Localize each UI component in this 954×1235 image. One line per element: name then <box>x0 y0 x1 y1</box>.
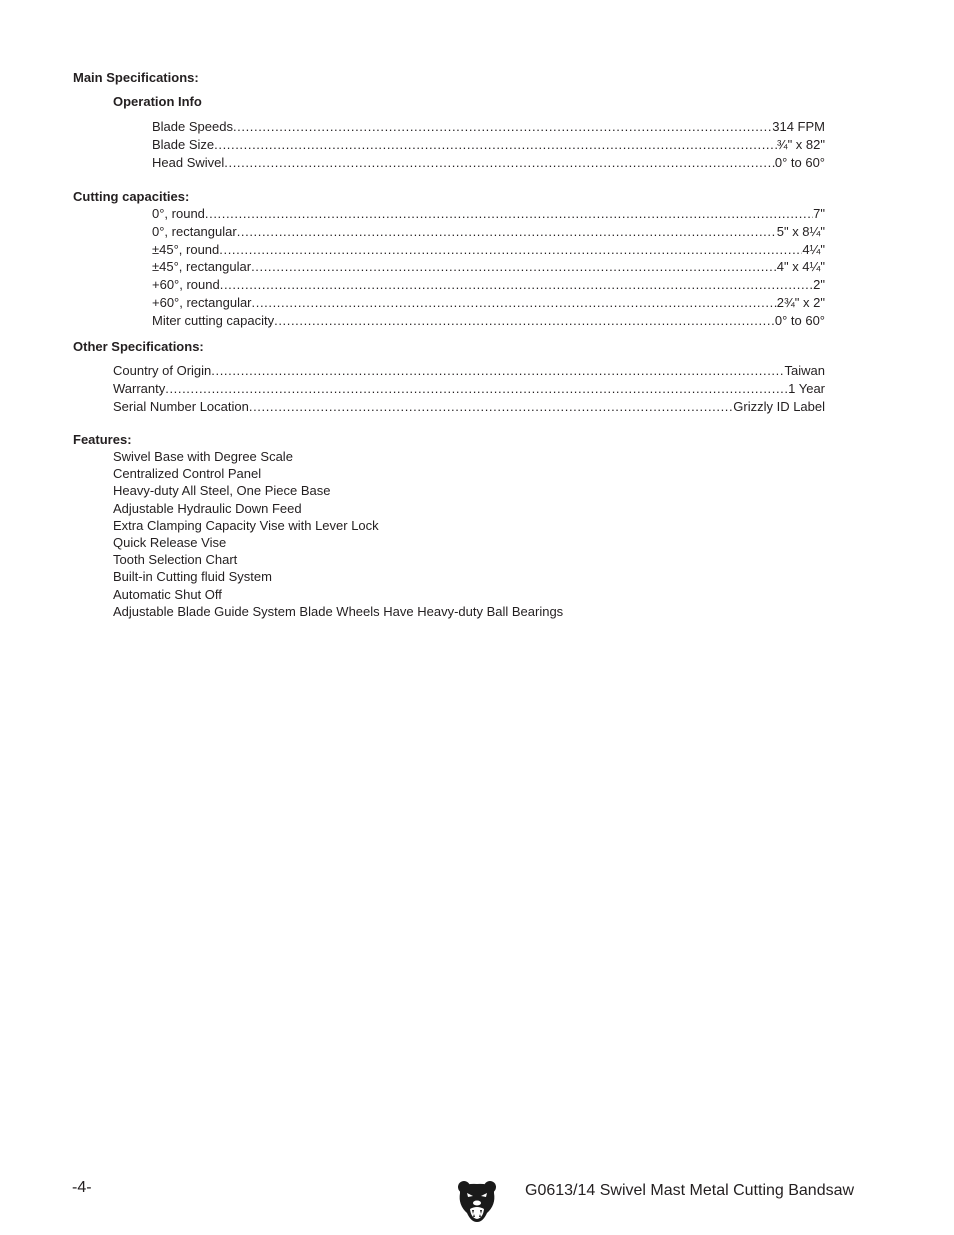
spec-value: 0° to 60° <box>774 154 825 170</box>
dot-leader <box>220 276 813 294</box>
feature-item: Quick Release Vise <box>113 535 227 551</box>
spec-value: Grizzly ID Label <box>733 398 825 414</box>
dot-leader <box>219 241 802 259</box>
spec-label: Serial Number Location <box>113 398 249 414</box>
dot-leader <box>214 136 777 154</box>
dot-leader <box>251 258 777 276</box>
spec-value: 314 FPM <box>772 119 825 134</box>
spec-value: 2¾" x 2" <box>776 294 825 310</box>
spec-row <box>152 312 825 330</box>
manual-title: G0613/14 Swivel Mast Metal Cutting Bandsaw <box>525 1182 855 1199</box>
spec-row <box>113 398 825 416</box>
dot-leader <box>237 223 777 241</box>
spec-row <box>113 362 825 380</box>
cutting-capacities-heading: Cutting capacities: <box>73 189 190 204</box>
dot-leader <box>224 154 775 172</box>
spec-value: ¾" x 82" <box>776 136 825 152</box>
spec-label: +60°, round <box>152 277 220 293</box>
dot-leader <box>211 362 784 380</box>
grizzly-bear-head-icon <box>457 1179 497 1223</box>
dot-leader <box>274 312 775 330</box>
feature-item: Built-in Cutting fluid System <box>113 569 272 585</box>
spec-row <box>152 154 825 172</box>
spec-row <box>152 205 825 223</box>
cutting-capacities-list <box>152 205 825 330</box>
dot-leader <box>205 205 813 223</box>
page-number: -4- <box>72 1179 92 1196</box>
spec-label: Blade Speeds <box>152 119 233 134</box>
feature-item: Swivel Base with Degree Scale <box>113 449 293 464</box>
spec-row <box>152 118 825 136</box>
spec-row <box>113 380 825 398</box>
spec-value: Taiwan <box>784 363 825 378</box>
main-specifications-heading: Main Specifications: <box>73 70 199 85</box>
spec-row <box>152 136 825 154</box>
spec-label: ±45°, rectangular <box>152 259 252 275</box>
operation-info-list <box>152 118 825 171</box>
spec-value: 7" <box>813 206 825 221</box>
spec-label: 0°, rectangular <box>152 223 237 239</box>
spec-label: Miter cutting capacity <box>152 312 275 328</box>
dot-leader <box>233 118 772 136</box>
spec-label: Country of Origin <box>113 363 212 378</box>
feature-item: Adjustable Hydraulic Down Feed <box>113 500 302 516</box>
feature-item: Tooth Selection Chart <box>113 552 238 568</box>
spec-value: 5" x 8¼" <box>776 223 825 239</box>
dot-leader <box>249 398 733 416</box>
spec-value: 4" x 4¼" <box>776 259 825 275</box>
spec-value: 2" <box>813 277 825 293</box>
other-specifications-list <box>113 362 825 415</box>
feature-item: Automatic Shut Off <box>113 586 222 602</box>
spec-label: Head Swivel <box>152 154 225 170</box>
operation-info-heading: Operation Info <box>113 94 202 109</box>
spec-row <box>152 276 825 294</box>
feature-item: Centralized Control Panel <box>113 466 262 482</box>
features-heading: Features: <box>73 432 132 447</box>
spec-label: Warranty <box>113 380 166 396</box>
feature-item: Adjustable Blade Guide System Blade Wheels Have Heavy-duty Ball Bearings <box>113 603 564 619</box>
spec-value: 4¼" <box>802 241 825 257</box>
spec-label: Blade Size <box>152 136 215 152</box>
feature-item: Heavy-duty All Steel, One Piece Base <box>113 483 331 499</box>
dot-leader <box>252 294 777 312</box>
dot-leader <box>165 380 788 398</box>
spec-label: 0°, round <box>152 206 205 221</box>
spec-value: 1 Year <box>788 380 825 396</box>
feature-item: Extra Clamping Capacity Vise with Lever Lock <box>113 517 379 533</box>
spec-row <box>152 241 825 259</box>
other-specifications-heading: Other Specifications: <box>73 339 204 354</box>
spec-row <box>152 258 825 276</box>
spec-label: ±45°, round <box>152 241 220 257</box>
spec-value: 0° to 60° <box>774 312 825 328</box>
features-list <box>113 448 563 620</box>
spec-label: +60°, rectangular <box>152 294 252 310</box>
spec-row <box>152 223 825 241</box>
spec-row <box>152 294 825 312</box>
